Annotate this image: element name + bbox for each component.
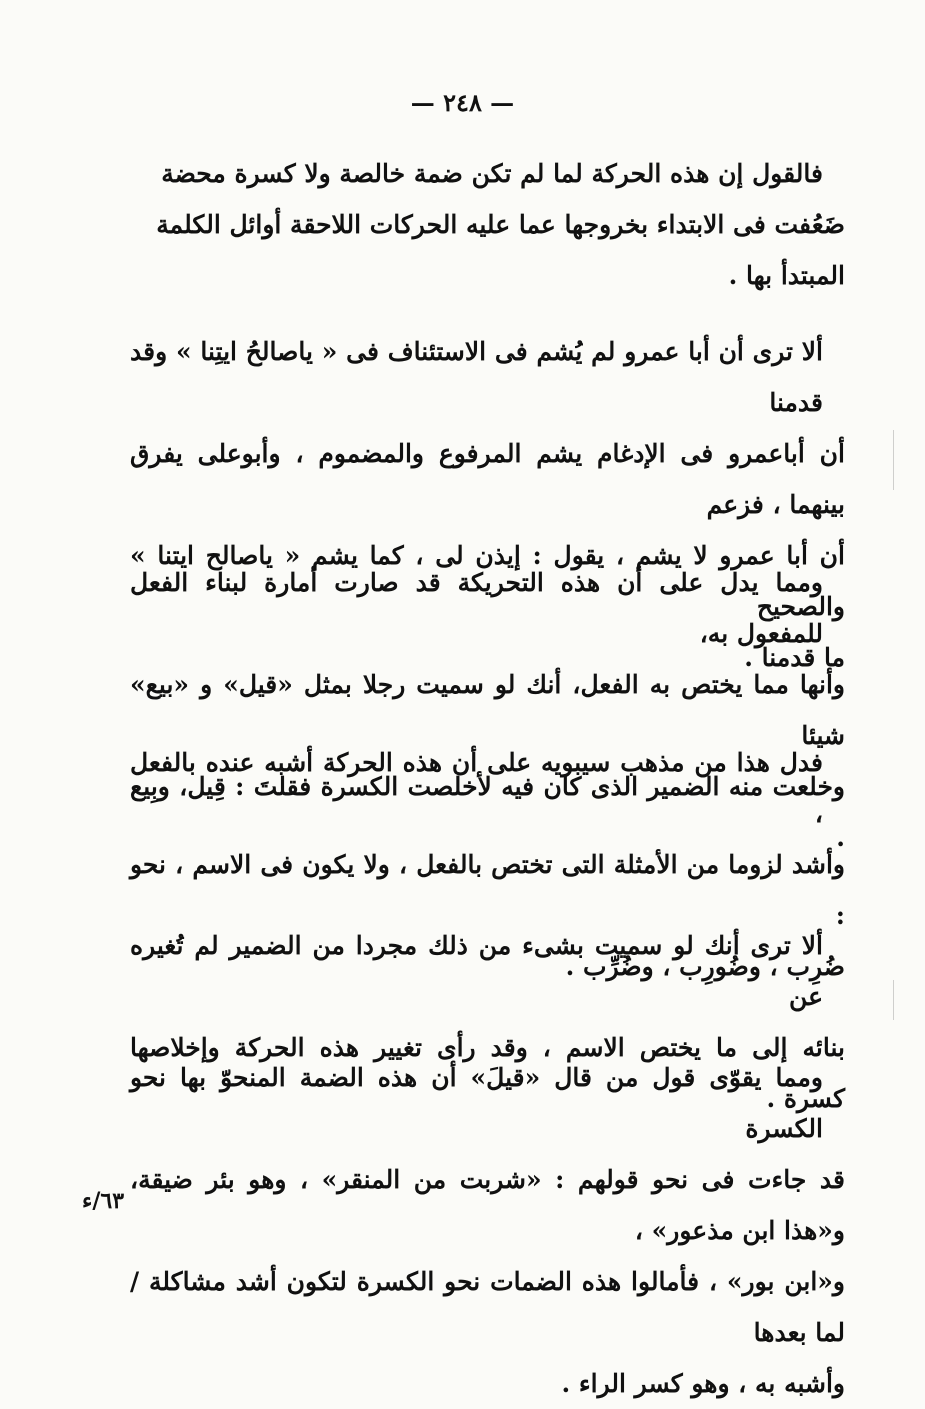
scan-artifact xyxy=(893,980,894,1020)
text-line: ألا ترى أن أبا عمرو لم يُشم فى الاستئناف فى « ياصالحُ ايتِنا » وقد قدمنا xyxy=(130,337,823,417)
text-line: ضَعُفت فى الابتداء بخروجها عما عليه الحركات اللاحقة أوائل الكلمة xyxy=(156,210,845,239)
text-line: أن أبا عمرو لا يشم ، يقول : إيذن لى ، كما يشم « ياصالح ايتنا » والصحيح xyxy=(130,541,845,621)
text-line: ومما يقوّى قول من قال «قيلَ» أن هذه الضمة المنحوّ بها نحو الكسرة xyxy=(130,1063,823,1143)
text-line: وأشد لزوما من الأمثلة التى تختص بالفعل ، ولا يكون فى الاسم ، نحو : xyxy=(130,850,845,930)
paragraph-1 xyxy=(130,148,845,301)
text-line: المبتدأ بها . xyxy=(728,261,845,290)
text-line: وأشبه به ، وهو كسر الراء . xyxy=(561,1369,845,1398)
text-line: أن أباعمرو فى الإدغام يشم المرفوع والمضموم ، وأبوعلى يفرق بينهما ، فزعم xyxy=(130,439,845,519)
text-line: ومما يدل على أن هذه التحريكة قد صارت أمارة لبناء الفعل للمفعول به، xyxy=(130,568,823,648)
text-line: فدل هذا من مذهب سيبويه على أن هذه الحركة أشبه عنده بالفعل ، xyxy=(130,748,823,828)
paragraph-6 xyxy=(130,1052,845,1409)
text-line: وخلعت منه الضمير الذى كان فيه لأخلصت الكسرة فقلتَ : قِيل، وبِيع . xyxy=(130,772,845,852)
text-line: وأنها مما يختص به الفعل، أنك لو سميت رجلا بمثل «قيل» و «بيع» شيئا xyxy=(130,670,845,750)
text-line: قد جاءت فى نحو قولهم : «شربت من المنقر» ، وهو بئر ضيقة، و«هذا ابن مذعور» ، xyxy=(130,1165,845,1245)
text-line: ضُرِب ، وضُورِب ، وضُرِّب . xyxy=(565,952,845,981)
text-line: ما قدمنا . xyxy=(744,643,845,672)
scan-artifact xyxy=(893,430,894,490)
text-line: ألا ترى أنك لو سميت بشىء من ذلك مجردا من الضمير لم تُغيره عن xyxy=(130,931,823,1011)
margin-note: ٦٣/ء xyxy=(82,1188,125,1214)
page-number: — ٢٤٨ — xyxy=(410,88,515,117)
text-line: بنائه إلى ما يختص الاسم ، وقد رأى تغيير هذه الحركة وإخلاصها كسرة . xyxy=(130,1033,845,1113)
text-line: و«ابن بور» ، فأمالوا هذه الضمات نحو الكسرة لتكون أشد مشاكلة / لما بعدها xyxy=(130,1267,845,1347)
text-line: فالقول إن هذه الحركة لما لم تكن ضمة خالصة ولا كسرة محضة xyxy=(161,159,823,188)
